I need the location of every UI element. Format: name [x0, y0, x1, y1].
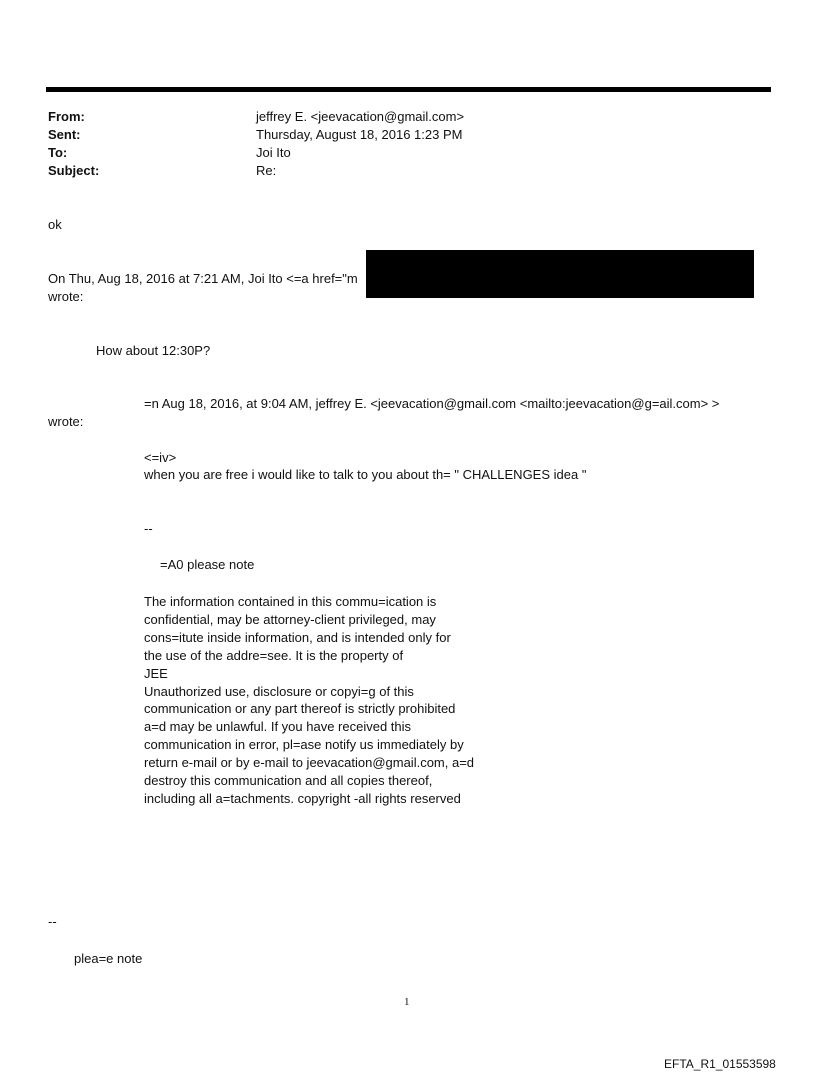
reply-text: ok [48, 217, 62, 232]
quote2-attribution: =n Aug 18, 2016, at 9:04 AM, jeffrey E. <jeevacation@gmail.com <mailto:jeevacation@g=ail.com> > [144, 396, 720, 411]
disclaimer-line: the use of the addre=see. It is the property of [144, 647, 404, 663]
page-number: 1 [404, 996, 410, 1008]
signature-separator: -- [144, 521, 153, 536]
to-value: Joi Ito [256, 145, 291, 160]
disclaimer-line: JEE [144, 665, 168, 681]
disclaimer-line: communication or any part thereof is strictly prohibited [144, 701, 456, 717]
disclaimer-line: The information contained in this commu=ication is [144, 594, 437, 609]
div-tag-text: <=iv> [144, 450, 177, 465]
please-note-text: =A0 please note [160, 557, 255, 572]
footer-note: plea=e note [74, 951, 143, 966]
sent-value: Thursday, August 18, 2016 1:23 PM [256, 127, 463, 142]
disclaimer-line: cons=itute inside information, and is intended only for [144, 629, 451, 645]
to-label: To: [48, 145, 68, 160]
quote2-wrote: wrote: [48, 414, 84, 429]
sent-label: Sent: [48, 127, 81, 142]
subject-value: Re: [256, 163, 277, 178]
disclaimer-line: destroy this communication and all copies thereof, [144, 773, 433, 789]
header-rule [46, 87, 771, 92]
message-text: when you are free i would like to talk to you about th= " CHALLENGES idea " [144, 467, 587, 482]
disclaimer [144, 593, 474, 808]
redaction-box [366, 250, 754, 298]
quote1-wrote: wrote: [48, 289, 84, 304]
disclaimer-line: Unauthorized use, disclosure or copyi=g of this [144, 683, 414, 699]
quote1-attribution: On Thu, Aug 18, 2016 at 7:21 AM, Joi Ito <=a href="m [48, 271, 358, 286]
disclaimer-line: confidential, may be attorney-client privileged, may [144, 611, 436, 627]
footer-separator: -- [48, 914, 57, 929]
disclaimer-line: return e-mail or by e-mail to jeevacation@gmail.com, a=d [144, 755, 475, 771]
disclaimer-line: communication in error, pl=ase notify us immediately by [144, 737, 464, 753]
from-label: From: [48, 109, 85, 124]
document-id: EFTA_R1_01553598 [664, 1057, 776, 1071]
disclaimer-line: a=d may be unlawful. If you have received this [144, 719, 412, 735]
from-value: jeffrey E. <jeevacation@gmail.com> [256, 109, 465, 124]
disclaimer-line: including all a=tachments. copyright -all rights reserved [144, 790, 461, 806]
quote1-text: How about 12:30P? [96, 343, 211, 358]
subject-label: Subject: [48, 163, 100, 178]
